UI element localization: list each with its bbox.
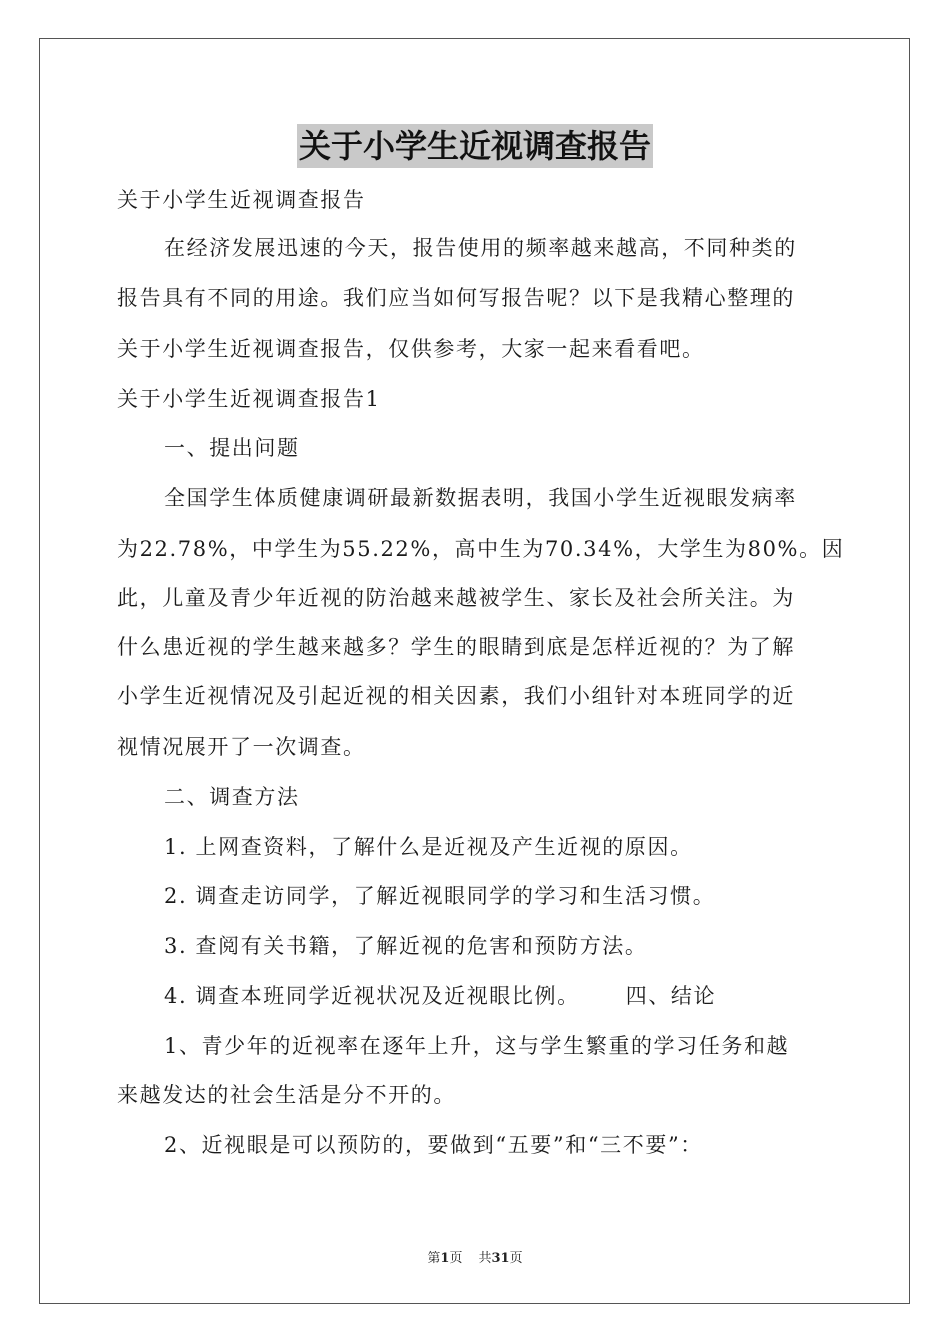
section-title: 关于小学生近视调查报告1 bbox=[117, 387, 381, 411]
method-item-row bbox=[164, 981, 716, 1011]
footer-total-suffix: 页 bbox=[509, 1251, 523, 1266]
heading-conclusion: 四、结论 bbox=[625, 984, 717, 1008]
document-title bbox=[0, 124, 950, 168]
footer-page-suffix: 页 bbox=[449, 1251, 463, 1266]
conclusion-line: 1、青少年的近视率在逐年上升，这与学生繁重的学习任务和越 bbox=[164, 1034, 790, 1058]
paragraph-line: 什么患近视的学生越来越多？学生的眼睛到底是怎样近视的？为了解 bbox=[117, 635, 795, 659]
paragraph-line: 视情况展开了一次调查。 bbox=[117, 735, 366, 759]
footer-total-prefix: 共 bbox=[478, 1251, 492, 1266]
method-item: 3. 查阅有关书籍，了解近视的危害和预防方法。 bbox=[164, 934, 648, 958]
intro-line: 报告具有不同的用途。我们应当如何写报告呢？以下是我精心整理的 bbox=[117, 286, 795, 310]
document-title-text: 关于小学生近视调查报告 bbox=[297, 124, 653, 168]
paragraph-line: 为22.78%，中学生为55.22%，高中生为70.34%，大学生为80%。因 bbox=[117, 537, 845, 561]
paragraph-line: 全国学生体质健康调研最新数据表明，我国小学生近视眼发病率 bbox=[164, 486, 797, 510]
page-border bbox=[39, 38, 910, 1304]
intro-line: 关于小学生近视调查报告，仅供参考，大家一起来看看吧。 bbox=[117, 337, 705, 361]
page-footer bbox=[0, 1247, 950, 1266]
method-item: 2. 调查走访同学，了解近视眼同学的学习和生活习惯。 bbox=[164, 884, 716, 908]
conclusion-line: 来越发达的社会生活是分不开的。 bbox=[117, 1083, 456, 1107]
paragraph-line: 此，儿童及青少年近视的防治越来越被学生、家长及社会所关注。为 bbox=[117, 586, 795, 610]
heading-method: 二、调查方法 bbox=[164, 785, 300, 809]
paragraph-line: 小学生近视情况及引起近视的相关因素，我们小组针对本班同学的近 bbox=[117, 684, 795, 708]
method-item: 1. 上网查资料，了解什么是近视及产生近视的原因。 bbox=[164, 835, 693, 859]
conclusion-line: 2、近视眼是可以预防的，要做到“五要”和“三不要”： bbox=[164, 1133, 703, 1157]
subtitle: 关于小学生近视调查报告 bbox=[117, 188, 366, 212]
intro-line: 在经济发展迅速的今天，报告使用的频率越来越高，不同种类的 bbox=[164, 236, 797, 260]
footer-page-number: 1 bbox=[440, 1251, 450, 1266]
footer-total-pages: 31 bbox=[491, 1251, 510, 1266]
footer-page-prefix: 第 bbox=[427, 1251, 441, 1266]
method-item: 4. 调查本班同学近视状况及近视眼比例。 bbox=[164, 984, 580, 1008]
heading-problem: 一、提出问题 bbox=[164, 436, 300, 460]
